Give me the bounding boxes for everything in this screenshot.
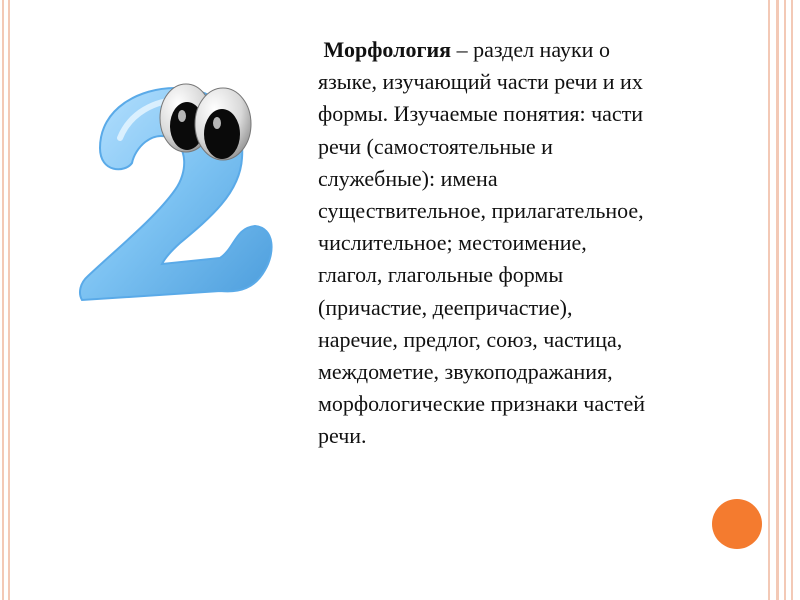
text-line: языке, изучающий части речи и их	[318, 69, 643, 95]
text-line: речи.	[318, 423, 367, 449]
right-border-line	[776, 0, 779, 600]
text-line: глагол, глагольные формы	[318, 262, 564, 288]
orange-circle-decoration	[712, 499, 762, 549]
right-border-line	[784, 0, 786, 600]
text-line: существительное, прилагательное,	[318, 198, 644, 224]
text-line: наречие, предлог, союз, частица,	[318, 326, 623, 352]
definition-text	[318, 34, 738, 453]
term-morphology: Морфология	[323, 37, 452, 62]
text-line: – раздел науки о	[451, 37, 610, 62]
left-border-line	[8, 0, 10, 600]
left-border-line	[2, 0, 4, 600]
right-eye-icon	[195, 88, 251, 160]
text-line: междометие, звукоподражания,	[318, 359, 613, 385]
text-line: служебные): имена	[318, 165, 498, 191]
right-border-line	[768, 0, 770, 600]
text-line: числительное; местоимение,	[318, 230, 587, 256]
text-line-1	[318, 34, 738, 66]
text-line: (причастие, деепричастие),	[318, 294, 573, 320]
cartoon-two-digit-icon	[70, 78, 280, 308]
text-line: морфологические признаки частей	[318, 391, 646, 417]
right-border-line	[791, 0, 793, 600]
text-line: речи (самостоятельные и	[318, 133, 553, 159]
text-line: формы. Изучаемые понятия: части	[318, 101, 644, 127]
